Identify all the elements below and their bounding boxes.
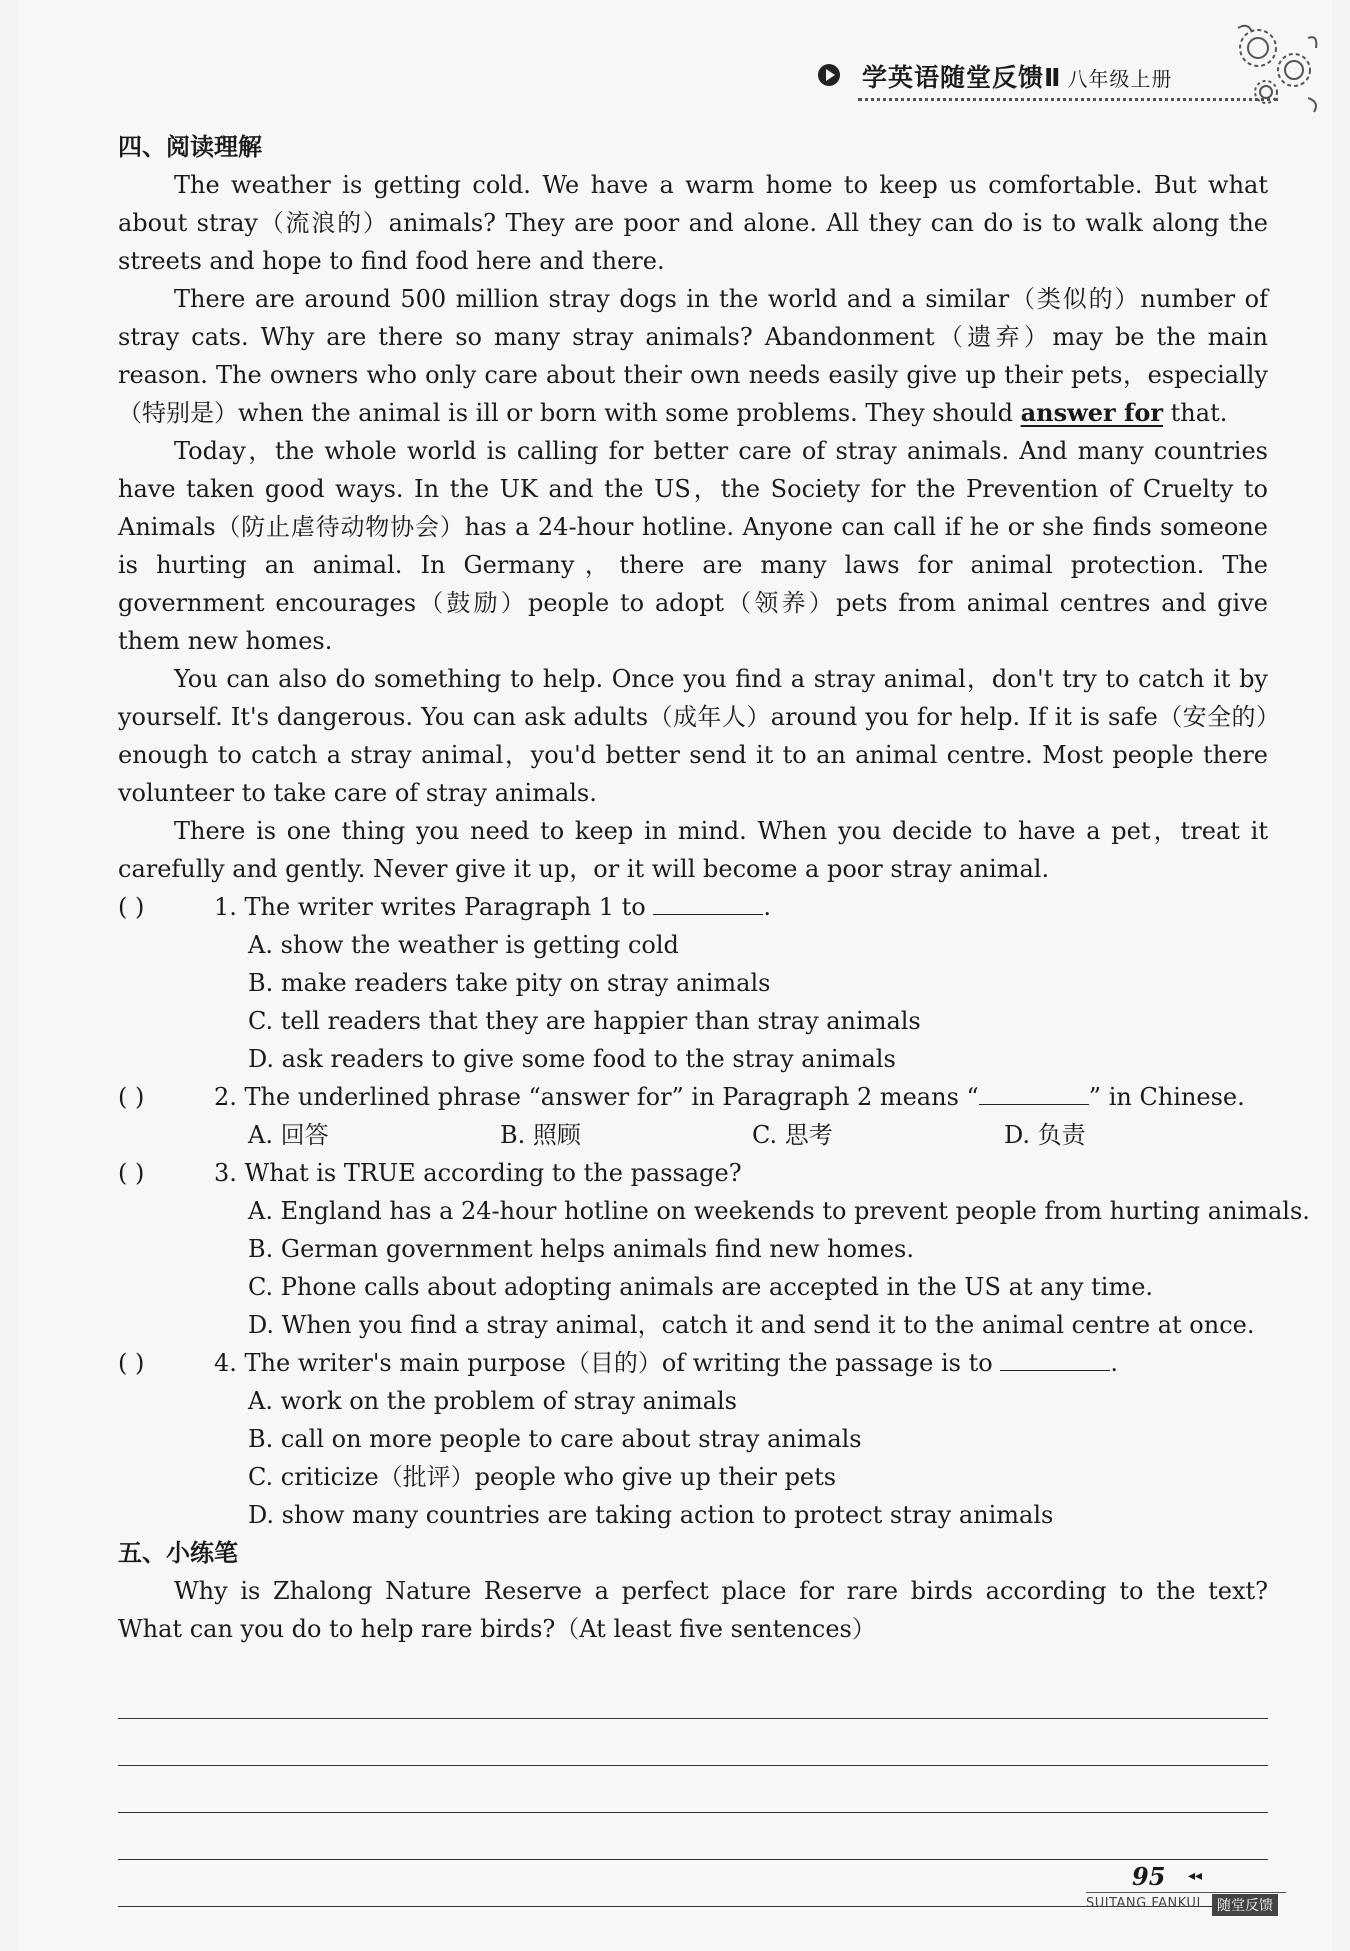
option-d: D. ask readers to give some food to the stray animals bbox=[248, 1045, 896, 1073]
question-text bbox=[214, 1078, 1245, 1116]
option-c: C. criticize（批评）people who give up their pets bbox=[248, 1463, 837, 1491]
question-2-end: ” in Chinese. bbox=[1088, 1083, 1245, 1111]
underlined-phrase: answer for bbox=[1020, 398, 1164, 427]
question-1 bbox=[118, 888, 1268, 926]
option-d: D. 负责 bbox=[1004, 1121, 1086, 1149]
paragraph-5: There is one thing you need to keep in mind. When you decide to have a pet，treat it carefully and gently. Never give it up，or it will become a poor stray animal. bbox=[118, 817, 1268, 883]
option-d: D. show many countries are taking action to protect stray animals bbox=[248, 1501, 1054, 1529]
question-2-text: 2. The underlined phrase “answer for” in Paragraph 2 means “ bbox=[214, 1083, 979, 1111]
answer-box[interactable]: ( ) bbox=[118, 1083, 145, 1111]
option-b: B. German government helps animals find new homes. bbox=[248, 1235, 914, 1263]
grade-label: 八年级上册 bbox=[1067, 67, 1173, 91]
paragraph-4: You can also do something to help. Once you find a stray animal，don't try to catch it by yourself. It's dangerous. You can ask adults（成年人）around you for help. If it is safe（安全的）enough to catch a stray animal，you'd better send it to an animal centre. Most people there volunteer to take care of stray animals. bbox=[118, 665, 1268, 807]
page-header bbox=[818, 56, 1248, 96]
footer-badge: 随堂反馈 bbox=[1212, 1894, 1278, 1916]
page-footer bbox=[1086, 1862, 1296, 1922]
writing-section-title: 五、小练笔 bbox=[118, 1539, 238, 1567]
writing-line[interactable] bbox=[118, 1672, 1268, 1719]
paragraph-3: Today，the whole world is calling for better care of stray animals. And many countries have taken good ways. In the UK and the US，the Society for the Prevention of Cruelty to Animals（防止虐待动物协会）has a 24-hour hotline. Anyone can call if he or she finds someone is hurting an animal. In Germany，there are many laws for animal protection. The government encourages（鼓励）people to adopt（领养）pets from animal centres and give them new homes. bbox=[118, 437, 1268, 655]
paragraph-2-end: that. bbox=[1163, 399, 1228, 427]
writing-line[interactable] bbox=[118, 1813, 1268, 1860]
page-number: 95 bbox=[1132, 1862, 1166, 1891]
question-3-text: 3. What is TRUE according to the passage? bbox=[214, 1159, 742, 1187]
option-a: A. show the weather is getting cold bbox=[248, 931, 679, 959]
question-1-end: . bbox=[763, 893, 771, 921]
option-a: A. work on the problem of stray animals bbox=[248, 1387, 737, 1415]
answer-blank[interactable] bbox=[979, 1080, 1089, 1105]
paragraph-1: The weather is getting cold. We have a warm home to keep us comfortable. But what about stray（流浪的）animals? They are poor and alone. All they can do is to walk along the streets and hope to find food here and there. bbox=[118, 171, 1268, 275]
option-b: B. call on more people to care about stray animals bbox=[248, 1425, 862, 1453]
answer-blank[interactable] bbox=[1000, 1346, 1110, 1371]
answer-blank[interactable] bbox=[653, 890, 763, 915]
question-4-end: . bbox=[1110, 1349, 1118, 1377]
reading-section-title: 四、阅读理解 bbox=[118, 133, 262, 161]
play-icon bbox=[818, 64, 840, 86]
double-arrow-left-icon: ◂◂ bbox=[1188, 1868, 1203, 1884]
page-content bbox=[118, 128, 1310, 1907]
question-text bbox=[214, 1344, 1118, 1382]
option-a: A. 回答 bbox=[248, 1121, 329, 1149]
option-a: A. England has a 24-hour hotline on weekends to prevent people from hurting animals. bbox=[248, 1197, 1310, 1225]
question-1-text: 1. The writer writes Paragraph 1 to bbox=[214, 893, 646, 921]
question-4 bbox=[118, 1344, 1268, 1382]
footer-rule bbox=[1086, 1892, 1286, 1893]
writing-line[interactable] bbox=[118, 1766, 1268, 1813]
paragraph-2 bbox=[118, 280, 1268, 432]
writing-prompt: Why is Zhalong Nature Reserve a perfect place for rare birds according to the text? What can you do to help rare birds?（At least five sentences） bbox=[118, 1577, 1268, 1643]
option-b: B. make readers take pity on stray animals bbox=[248, 969, 771, 997]
options-row bbox=[118, 1116, 1268, 1154]
paragraph-2-text: There are around 500 million stray dogs in the world and a similar（类似的）number of stray cats. Why are there so many stray animals? Abandonment（遗弃）may be the main reason. The owners who only care about their own needs easily give up their pets，especially（特别是）when the animal is ill or born with some problems. They should bbox=[118, 285, 1268, 427]
answer-box[interactable]: ( ) bbox=[118, 893, 145, 921]
option-b: B. 照顾 bbox=[500, 1121, 581, 1149]
question-2 bbox=[118, 1078, 1268, 1116]
answer-box[interactable]: ( ) bbox=[118, 1349, 145, 1377]
book-title bbox=[862, 58, 1172, 94]
question-3 bbox=[118, 1154, 1268, 1192]
option-c: C. 思考 bbox=[752, 1121, 833, 1149]
option-c: C. tell readers that they are happier than stray animals bbox=[248, 1007, 921, 1035]
writing-line[interactable] bbox=[118, 1719, 1268, 1766]
worksheet-page bbox=[18, 0, 1332, 1951]
answer-box[interactable]: ( ) bbox=[118, 1159, 145, 1187]
option-d: D. When you find a stray animal，catch it and send it to the animal centre at once. bbox=[248, 1311, 1255, 1339]
question-4-text: 4. The writer's main purpose（目的）of writing the passage is to bbox=[214, 1349, 993, 1377]
footer-pinyin: SUITANG FANKUI bbox=[1086, 1896, 1201, 1911]
option-c: C. Phone calls about adopting animals are accepted in the US at any time. bbox=[248, 1273, 1154, 1301]
flower-decoration-icon bbox=[1228, 18, 1328, 118]
question-text bbox=[214, 888, 771, 926]
header-dotted-rule bbox=[858, 98, 1278, 101]
book-title-text: 学英语随堂反馈Ⅱ bbox=[862, 63, 1062, 92]
